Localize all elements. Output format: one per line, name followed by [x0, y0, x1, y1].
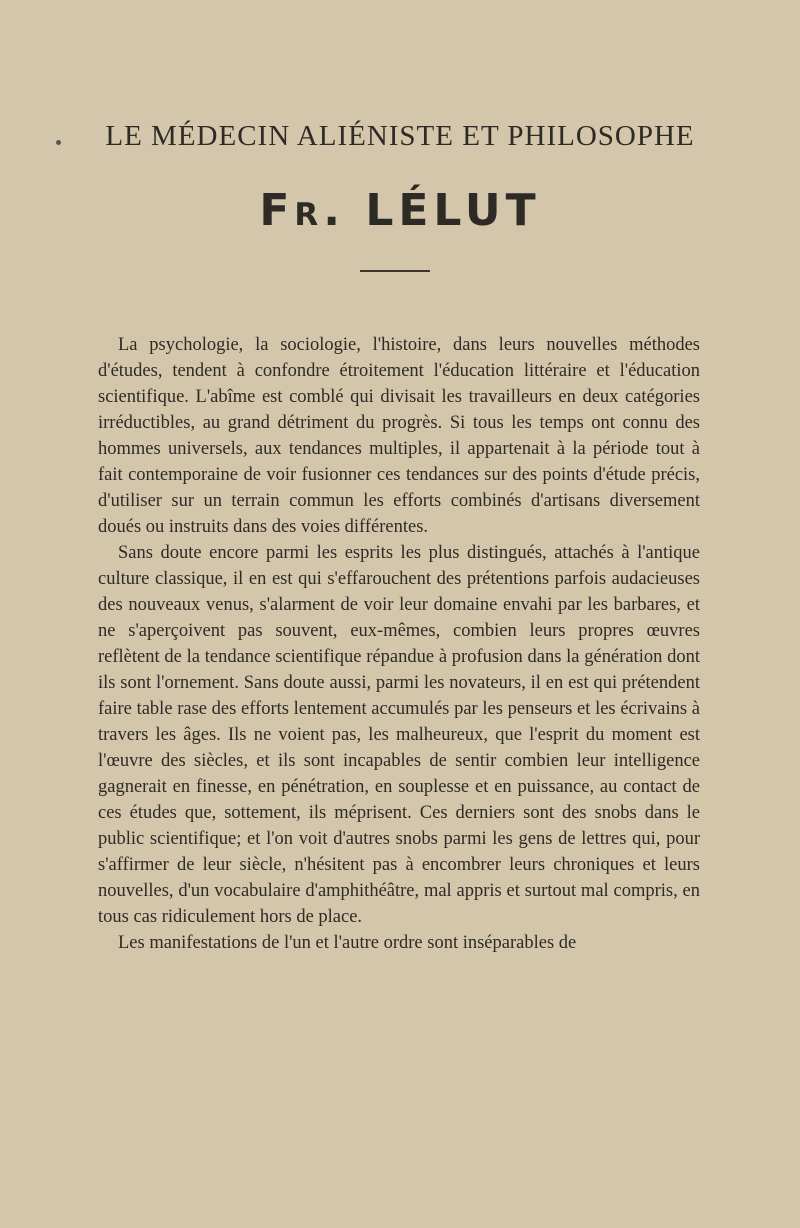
paragraph-2: Sans doute encore parmi les esprits les plus distingués, attachés à l'antique culture classique, il en est qui s'effarouchent des prétentions parfois audacieuses des nouveaux venus, s'alarment de voir leur domaine envahi par les barbares, et ne s'aperçoivent pas souvent, eux-mêmes, combien leurs propres œuvres reflètent de la tendance scientifique répandue à profusion dans la génération dont ils sont l'ornement. Sans doute aussi, parmi les novateurs, il en est qui prétendent faire table rase des efforts lentement accumulés par les penseurs et les écrivains à travers les âges. Ils ne voient pas, les malheureux, que l'esprit du moment est l'œuvre des siècles, et ils sont incapables de sentir combien leur intelligence gagnerait en finesse, en pénétration, en souplesse et en puissance, au contact de ces études que, sottement, ils méprisent. Ces derniers sont des snobs dans le public scientifique; et l'on voit d'autres snobs parmi les gens de lettres qui, pour s'affirmer de leur siècle, n'hésitent pas à encombrer leurs chroniques et leurs nouvelles, d'un vocabulaire d'amphithéâtre, mal appris et surtout mal compris, en tous cas ridiculement hors de place.: [98, 543, 700, 927]
article-body: [98, 332, 700, 956]
article-title: LE MÉDECIN ALIÉNISTE ET PHILOSOPHE: [105, 120, 695, 152]
article-author: Fr. LÉLUT: [259, 185, 541, 236]
paragraph-3: Les manifestations de l'un et l'autre ordre sont inséparables de: [118, 933, 577, 953]
title-divider: [360, 270, 430, 272]
paragraph-1: La psychologie, la sociologie, l'histoire, dans leurs nouvelles méthodes d'études, tendent à confondre étroitement l'éducation littéraire et l'éducation scientifique. L'abîme est comblé qui divisait les travailleurs en deux catégories irréductibles, au grand détriment du progrès. Si tous les temps ont connu des hommes universels, aux tendances multiples, il appartenait à la période tout à fait contemporaine de voir fusionner ces tendances sur des points d'étude précis, d'utiliser sur un terrain commun les efforts combinés d'artisans diversement doués ou instruits dans des voies différentes.: [98, 335, 700, 537]
